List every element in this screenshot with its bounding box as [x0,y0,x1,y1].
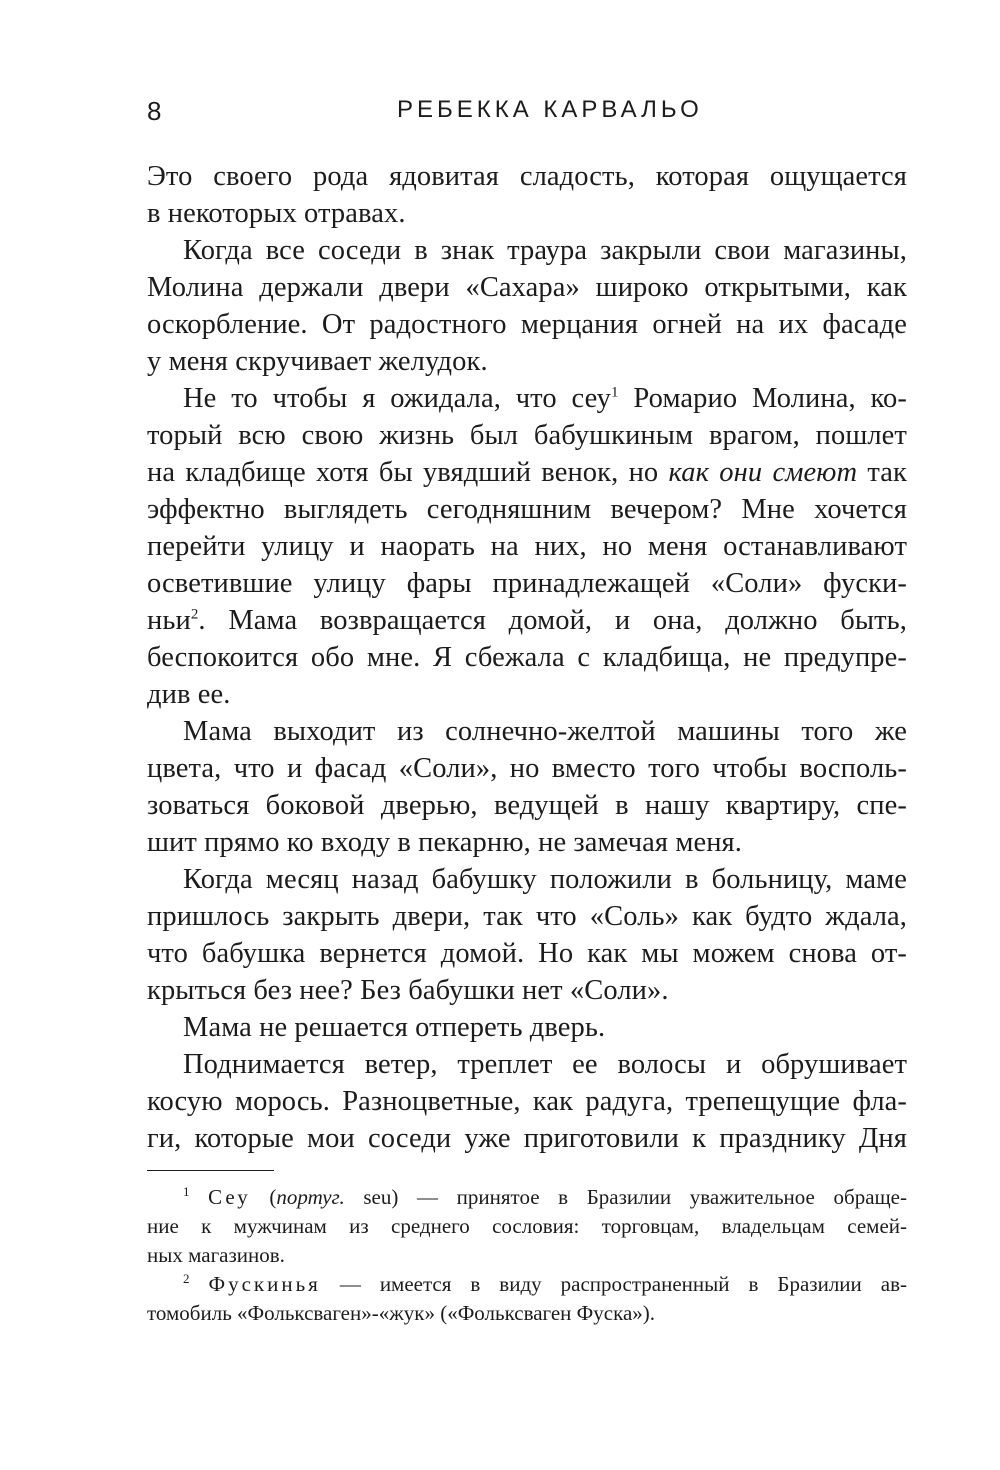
footnote-2-term: Фускинья [208,1272,321,1296]
text-line [147,602,907,639]
footnote-divider [147,1170,274,1171]
page-header [147,96,907,136]
text-line: Мама выходит из солнечно-желтой машины того же [183,716,907,747]
footnote-1-term: Сеу [208,1185,251,1209]
text-line: торый всю свою жизнь был бабушкиным врагом, пошлет [147,420,907,451]
text-line: Когда все соседи в знак траура закрыли свои магазины, [183,235,907,266]
footnote-1-line: ных магазинов. [147,1243,285,1267]
text-fragment: ( [250,1185,277,1209]
text-fragment: — имеется в виду распространенный в Бразилии ав- [320,1272,907,1296]
footnote-ref-2: 2 [190,606,199,623]
text-line: див ее. [147,679,231,710]
text-fragment: Не то чтобы я ожидала, что сеу [183,383,611,414]
text-line: у меня скручивает желудок. [147,346,488,377]
text-line: Когда месяц назад бабушку положили в больницу, маме [183,864,907,895]
text-fragment: ньи [147,605,191,636]
text-line: осветившие улицу фары принадлежащей «Соли» фуски- [147,568,907,599]
running-head: РЕБЕККА КАРВАЛЬО [397,96,703,123]
text-fragment: Ромарио Молина, ко- [618,383,907,414]
footnote-1-lang: португ. [276,1185,345,1209]
text-line: оскорбление. От радостного мерцания огней на их фасаде [147,309,907,340]
italic-emphasis: как они смеют [668,457,858,488]
footnotes [147,1183,907,1328]
text-line: что бабушка вернется домой. Но как мы можем снова от- [147,938,907,969]
text-fragment: так [857,457,908,488]
text-line: пришлось закрыть двери, так что «Соль» как будто ждала, [147,901,907,932]
text-line: беспокоится обо мне. Я сбежала с кладбища, не предупре- [147,642,907,673]
text-line: перейти улицу и наорать на них, но меня останавливают [147,531,907,562]
text-line: в некоторых отравах. [147,198,406,229]
text-line: косую морось. Разноцветные, как радуга, трепещущие фла- [147,1086,907,1117]
text-fragment: на кладбище хотя бы увядший венок, но [147,457,669,488]
text-line [147,454,907,491]
text-fragment: . Мама возвращается домой, и она, должно быть, [198,605,907,636]
text-line: Это своего рода ядовитая сладость, которая ощущается [147,161,907,192]
footnote-2-number: 2 [183,1271,190,1286]
text-line: эффектно выглядеть сегодняшним вечером? Мне хочется [147,494,907,525]
text-fragment: seu) — принятое в Бразилии уважительное обраще- [344,1185,907,1209]
footnote-ref-1: 1 [611,384,619,401]
text-line: Молина держали двери «Сахара» широко открытыми, как [147,272,907,303]
text-line: Мама не решается отпереть дверь. [183,1012,606,1043]
footnote-1-line: ние к мужчинам из среднего сословия: торговцам, владельцам семей- [147,1214,907,1238]
text-line: крыться без нее? Без бабушки нет «Соли». [147,975,669,1006]
footnote-2-line: томобиль «Фольксваген»-«жук» («Фольксваген Фуска»). [147,1301,656,1325]
footnote-1-number: 1 [183,1184,190,1199]
page-number: 8 [147,96,163,126]
text-line: шит прямо ко входу в пекарню, не замечая меня. [147,827,742,858]
text-line [147,380,907,417]
footnote-2-line [147,1270,907,1299]
text-line: цвета, что и фасад «Соли», но вместо того чтобы восполь- [147,753,907,784]
body-text [147,158,907,1157]
footnote-1-line [147,1183,907,1212]
text-line: ги, которые мои соседи уже приготовили к празднику Дня [147,1123,907,1154]
text-line: Поднимается ветер, треплет ее волосы и обрушивает [183,1049,907,1080]
text-line: зоваться боковой дверью, ведущей в нашу квартиру, спе- [147,790,907,821]
